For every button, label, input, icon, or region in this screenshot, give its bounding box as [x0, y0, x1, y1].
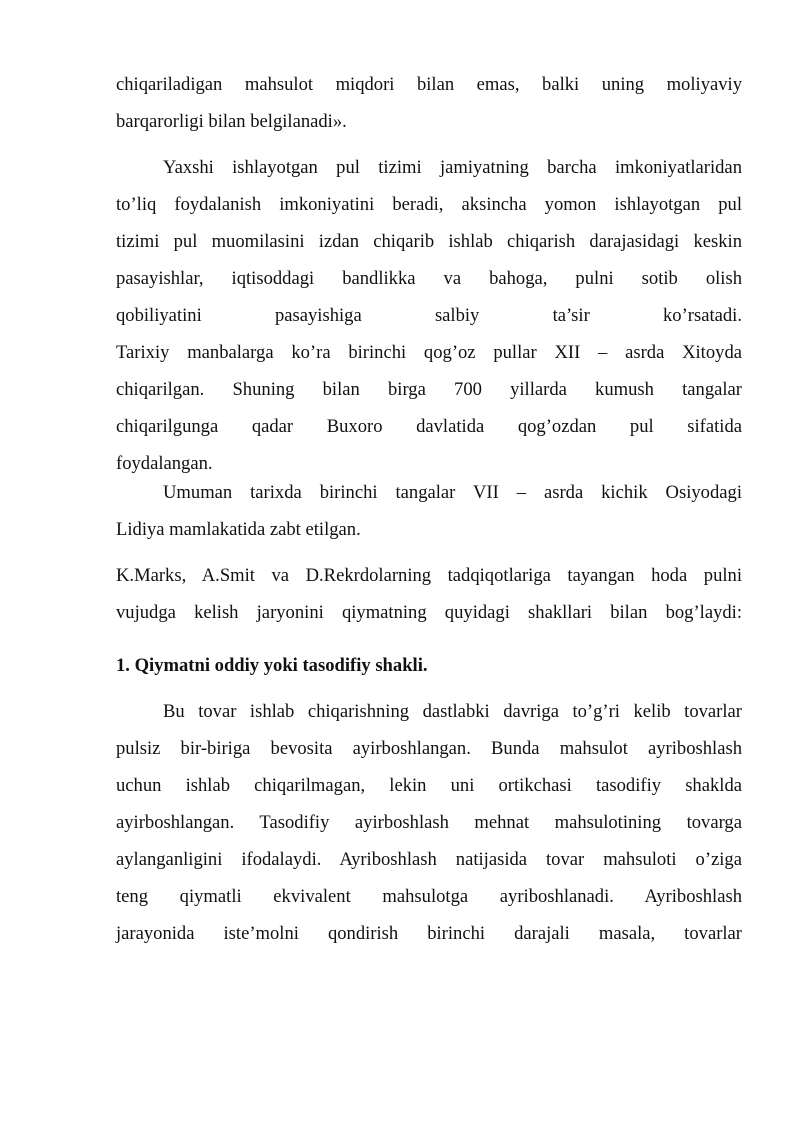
paragraph-5	[116, 699, 742, 946]
paragraph-line: jarayonida iste’molni qondirish birinchi darajali masala, tovarlar	[116, 923, 742, 944]
paragraph-line: Bu tovar ishlab chiqarishning dastlabki davriga to’g’ri kelib tovarlar	[163, 701, 742, 722]
paragraph-line: to’liq foydalanish imkoniyatini beradi, aksincha yomon ishlayotgan pul	[116, 194, 742, 215]
paragraph-line: qobiliyatini pasayishiga salbiy ta’sir ko’rsatadi.	[116, 305, 742, 326]
paragraph-line: chiqarilgan. Shuning bilan birga 700 yillarda kumush tangalar	[116, 379, 742, 400]
paragraph-line: pasayishlar, iqtisoddagi bandlikka va bahoga, pulni sotib olish	[116, 268, 742, 289]
paragraph-line: chiqarilgunga qadar Buxoro davlatida qog’ozdan pul sifatida	[116, 416, 742, 437]
paragraph-line: chiqariladigan mahsulot miqdori bilan emas, balki uning moliyaviy	[116, 74, 742, 95]
paragraph-line: ayirboshlangan. Tasodifiy ayirboshlash mehnat mahsulotining tovarga	[116, 812, 742, 833]
paragraph-line: Yaxshi ishlayotgan pul tizimi jamiyatning barcha imkoniyatlaridan	[163, 157, 742, 178]
paragraph-1	[116, 72, 742, 134]
paragraph-line: Umuman tarixda birinchi tangalar VII – asrda kichik Osiyodagi	[163, 482, 742, 503]
paragraph-2	[116, 155, 742, 476]
paragraph-4	[116, 563, 742, 625]
paragraph-line: K.Marks, A.Smit va D.Rekrdolarning tadqiqotlariga tayangan hoda pulni	[116, 565, 742, 586]
paragraph-line: pulsiz bir-biriga bevosita ayirboshlangan. Bunda mahsulot ayriboshlash	[116, 738, 742, 759]
paragraph-line: uchun ishlab chiqarilmagan, lekin uni ortikchasi tasodifiy shaklda	[116, 775, 742, 796]
paragraph-line: teng qiymatli ekvivalent mahsulotga ayriboshlanadi. Ayriboshlash	[116, 886, 742, 907]
document-page	[116, 72, 742, 958]
paragraph-line: barqarorligi bilan belgilanadi».	[116, 111, 347, 132]
paragraph-line: vujudga kelish jaryonini qiymatning quyidagi shakllari bilan bog’laydi:	[116, 602, 742, 623]
paragraph-3	[116, 480, 742, 542]
paragraph-line: tizimi pul muomilasini izdan chiqarib ishlab chiqarish darajasidagi keskin	[116, 231, 742, 252]
paragraph-line: aylanganligini ifodalaydi. Ayriboshlash natijasida tovar mahsuloti o’ziga	[116, 849, 742, 870]
paragraph-line: Lidiya mamlakatida zabt etilgan.	[116, 519, 361, 540]
section-heading: 1. Qiymatni oddiy yoki tasodifiy shakli.	[116, 655, 428, 676]
paragraph-line: foydalangan.	[116, 453, 213, 474]
paragraph-line: Tarixiy manbalarga ko’ra birinchi qog’oz pullar XII – asrda Xitoyda	[116, 342, 742, 363]
